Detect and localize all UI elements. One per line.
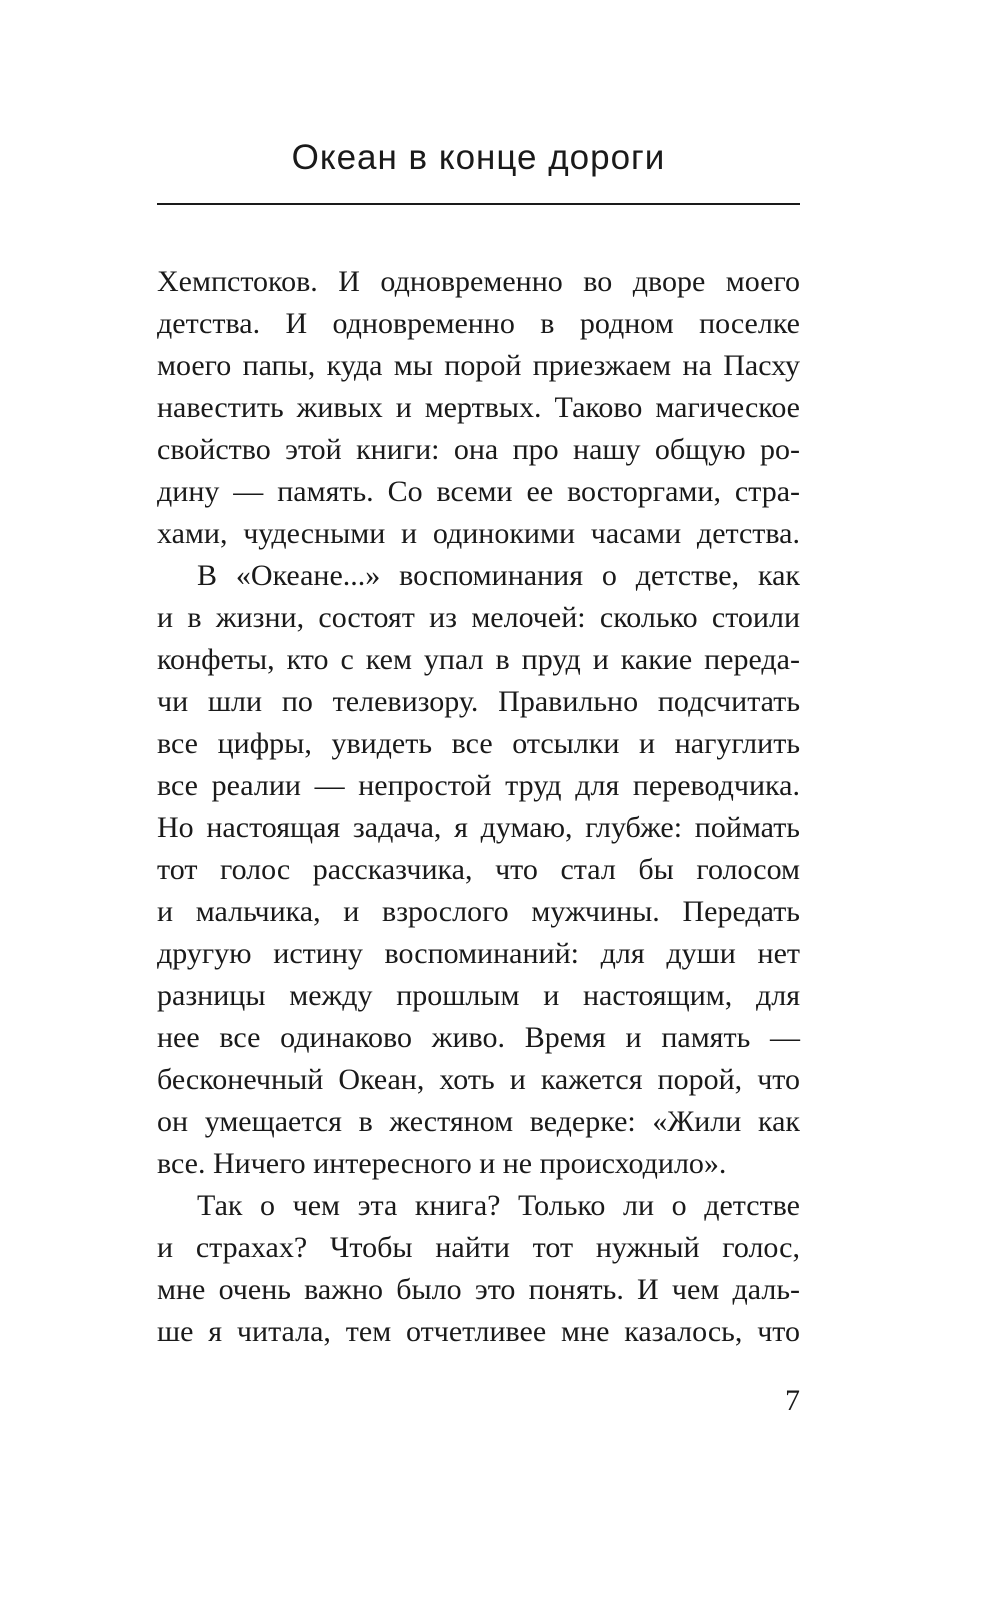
text-line: чи шли по телевизору. Правильно подсчитать: [157, 685, 800, 718]
text-line: хами, чудесными и одинокими часами детства.: [157, 517, 800, 550]
running-head-title: Океан в конце дороги: [291, 138, 666, 177]
text-line: конфеты, кто с кем упал в пруд и какие переда-: [157, 643, 800, 676]
text-line: он умещается в жестяном ведерке: «Жили как: [157, 1105, 800, 1138]
text-line: разницы между прошлым и настоящим, для: [157, 979, 800, 1012]
page-number: 7: [785, 1384, 800, 1417]
text-line: ше я читала, тем отчетливее мне казалось, что: [157, 1315, 800, 1348]
text-line: и страхах? Чтобы найти тот нужный голос,: [157, 1231, 800, 1264]
text-line: навестить живых и мертвых. Таково магическое: [157, 391, 800, 424]
body-text: [157, 261, 800, 1353]
text-line: дину — память. Со всеми ее восторгами, стра-: [157, 475, 800, 508]
text-line: моего папы, куда мы порой приезжаем на Пасху: [157, 349, 800, 382]
text-line: мне очень важно было это понять. И чем даль-: [157, 1273, 800, 1306]
text-line: тот голос рассказчика, что стал бы голосом: [157, 853, 800, 886]
header-rule: [157, 203, 800, 205]
text-line: все реалии — непростой труд для переводчика.: [157, 769, 800, 802]
text-line: детства. И одновременно в родном поселке: [157, 307, 800, 340]
text-line: бесконечный Океан, хоть и кажется порой, что: [157, 1063, 800, 1096]
text-line: нее все одинаково живо. Время и память —: [157, 1021, 800, 1054]
text-line: Так о чем эта книга? Только ли о детстве: [197, 1189, 800, 1222]
text-line: другую истину воспоминаний: для души нет: [157, 937, 800, 970]
text-line: Хемпстоков. И одновременно во дворе моего: [157, 265, 800, 298]
text-line: свойство этой книги: она про нашу общую ро-: [157, 433, 800, 466]
text-line: все. Ничего интересного и не происходило».: [157, 1147, 727, 1180]
text-line: все цифры, увидеть все отсылки и нагуглить: [157, 727, 800, 760]
text-line: Но настоящая задача, я думаю, глубже: поймать: [157, 811, 800, 844]
text-line: и в жизни, состоят из мелочей: сколько стоили: [157, 601, 800, 634]
text-line: и мальчика, и взрослого мужчины. Передать: [157, 895, 800, 928]
text-line: В «Океане...» воспоминания о детстве, как: [197, 559, 800, 592]
